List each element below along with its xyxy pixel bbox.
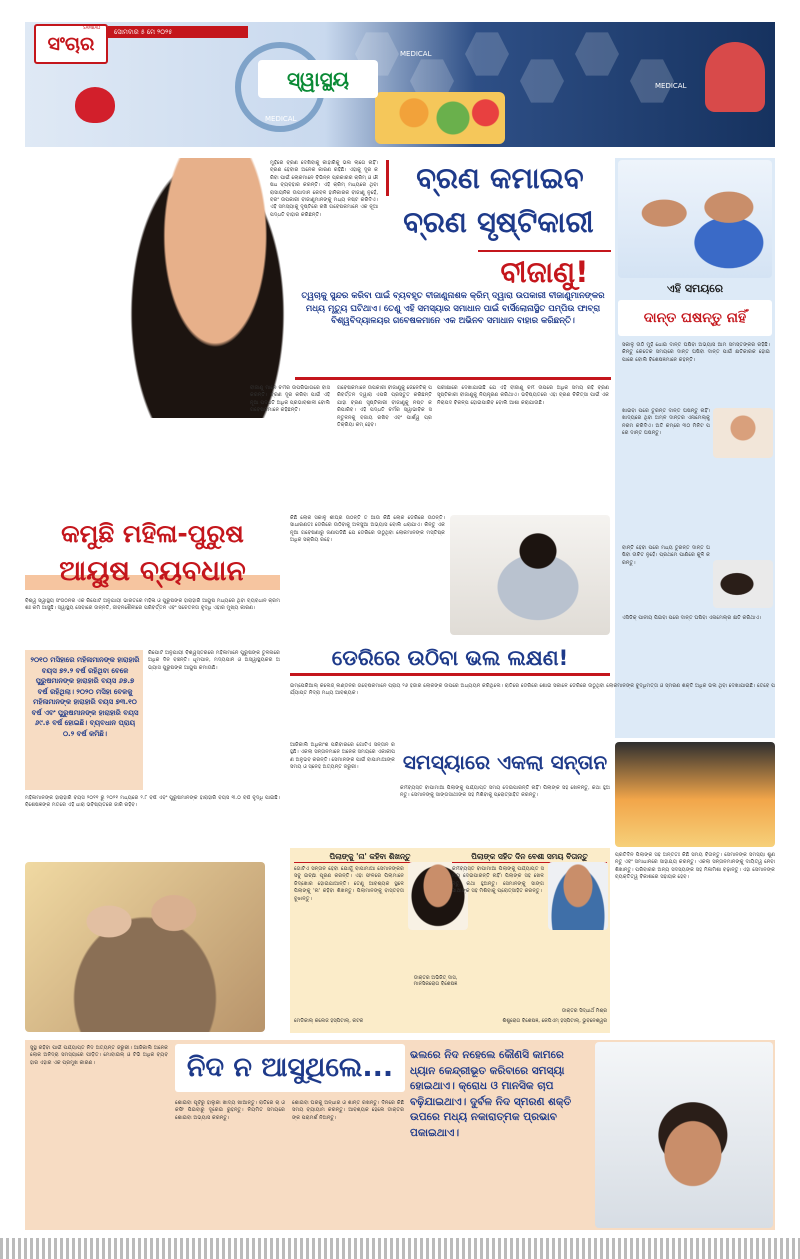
heart-icon [75,87,115,123]
left-tip-body: ଗୋଟିଏ ସନ୍ତାନ ହେବା ଯୋଗୁଁ ବାପାମାଆ ସେମାନଙ୍କର ସବୁ ଇଚ୍ଛା ପୂରଣ କରନ୍ତି। ଏହା ଫଳରେ ପିଲାମାନେ ଜିଦ୍‌ଖୋର ହୋଇଯାଆନ୍ତି। ତେଣୁ ଆବଶ୍ୟକ ସ୍ଥଳେ ପିଲାଙ୍କୁ 'ନା' କହିବା ଶିଖନ୍ତୁ। ପିଲାମାନଙ୍କୁ ବାସ୍ତବତା ବୁଝାନ୍ତୁ। [294,866,404,902]
left-credit: ଡାକ୍ତର ଅଭିଜିତ୍ ଦାସ, ମାନସିକରୋଗ ବିଶେଷଜ୍ଞ [413,975,458,987]
late-rise-body-bottom: ଇମ୍ପେରିଆଲ୍ କଲେଜ୍ ଲଣ୍ଡନର ଗବେଷକମାନେ ପ୍ରାୟ ୨୬ ହଜାର ଲୋକଙ୍କ ଉପରେ ଅଧ୍ୟୟନ କରିଥିଲେ। ରାତିରେ ଡେରିରେ ଶୋଇ ସକାଳେ ଡେରିରେ ଉଠୁଥିବା ଲୋକମାନଙ୍କ ବୁଦ୍ଧିମତ୍ତା ଓ ସ୍ମରଣ ଶକ୍ତି ଅଧିକ ଭଲ ଥିବା ଦେଖାଯାଇଛି। ତେବେ ପର୍ଯ୍ୟାପ୍ତ ନିଦ୍ରା ମଧ୍ୟ ଆବଶ୍ୟକ। [290,683,775,697]
acne-body-text-b: ଗବେଷକମାନେ ଉପକାରୀ ବୀଜାଣୁକୁ ଜେନେଟିକ୍ ପରିବର୍ତ୍ତନ ଦ୍ୱାରା ଏପରି ପ୍ରସ୍ତୁତ କରିଛନ୍ତି ଯାହା ବ୍ରଣ ସୃଷ୍ଟିକାରୀ ବୀଜାଣୁକୁ ନଷ୍ଟ କରିପାରିବ। ଏହି ପଦ୍ଧତି ଚର୍ମର ସ୍ୱାଭାବିକ ସନ୍ତୁଳନକୁ ବଜାୟ ରଖିବ ଏବଂ ପାର୍ଶ୍ୱ ପ୍ରତିକ୍ରିୟା କମ୍ ହେବ। [337,385,432,429]
medical-tag: MEDICAL [400,50,432,58]
acne-body-text-a: ମୁହଁରେ ବ୍ରଣ ଦେଖିବାକୁ କାହାରିକୁ ଭଲ ଲାଗେ ନାହିଁ। ବ୍ରଣ ହେବାର ଅନେକ କାରଣ ରହିଛି। ଏହାକୁ ଦୂର କରିବା ପାଇଁ ଲୋକମାନେ ବିଭିନ୍ନ ପ୍ରକାରର କ୍ରିମ୍ ଓ ଔଷଧ ବ୍ୟବହାର କରନ୍ତି। ଏହି କ୍ରିମ୍ ମଧ୍ୟରେ ଥିବା ରାସାୟନିକ ଉପାଦାନ କେବଳ ହାନିକାରକ ବୀଜାଣୁ ନୁହେଁ, ବରଂ ଉପକାରୀ ବୀଜାଣୁମାନଙ୍କୁ ମଧ୍ୟ ନଷ୍ଟ କରିଦିଏ। ଏହି ସମସ୍ୟାକୁ ଦୃଷ୍ଟିରେ ରଖି ଗବେଷକମାନେ ଏକ ନୂଆ ପଦ୍ଧତି ବାହାର କରିଛନ୍ତି। [270,160,378,218]
surprised-woman-photo [130,158,285,418]
teeth-point-1: ଖାଇବା ପରେ ତୁରନ୍ତ ଦାନ୍ତ ଘଷନ୍ତୁ ନାହିଁ। ଖାଦ୍ୟରେ ଥିବା ଅମ୍ଳ ଦାନ୍ତର ଏନାମେଲ୍‌କୁ ନରମ କରିଦିଏ। ଅତି କମ୍‌ରେ ୩୦ ମିନିଟ ପରେ ଦାନ୍ତ ଘଷନ୍ତୁ। [622,408,710,437]
children-brushing-photo [618,160,772,278]
sleep-deck: ଭଲରେ ନିଦ ନହେଲେ କୌଣସି କାମରେ ଧ୍ୟାନ କେନ୍ଦ୍ରୀଭୂତ କରିବାରେ ସମସ୍ୟା ହୋଇଥାଏ। କ୍ରୋଧ ଓ ମାନସିକ ଚାପ ବଢ଼ିଯାଇଥାଏ। ଦୁର୍ବଳ ନିଦ ସ୍ମରଣ ଶକ୍ତି ଉପରେ ମଧ୍ୟ ନକାରାତ୍ମକ ପ୍ରଭାବ ପକାଇଥାଏ। [410,1049,572,1139]
lifespan-headline-2: ଆୟୁଷ ବ୍ୟବଧାନ [25,552,280,590]
right-tip-body: କର୍ମବ୍ୟସ୍ତ ବାପାମାଆ ପିଲାଙ୍କୁ ପର୍ଯ୍ୟାପ୍ତ ସମୟ ଦେଇପାରନ୍ତି ନାହିଁ। ପିଲାଙ୍କ ସହ ଖେଳନ୍ତୁ, କଥା ହୁଅନ୍ତୁ। ସେମାନଙ୍କୁ ସାଙ୍ଗସାଥୀଙ୍କ ସହ ମିଶିବାକୁ ପ୍ରୋତ୍ସାହିତ କରନ୍ତୁ। [452,866,544,895]
single-child-headline: ସମସ୍ୟାରେ ଏକଲା ସନ୍ତାନ [402,750,608,774]
elderly-couple-photo [25,862,265,1032]
medical-tag: MEDICAL [265,115,297,123]
single-child-side-body: ପ୍ରତିଦିନ ପିଲାଙ୍କ ସହ ଅନ୍ତତଃ କିଛି ସମୟ ବିତାନ୍ତୁ। ସେମାନଙ୍କ ସମସ୍ୟା ଶୁଣନ୍ତୁ ଏବଂ ସମାଧାନରେ ସାହାଯ୍ୟ କରନ୍ତୁ। ଏକଲା ସନ୍ତାନମାନଙ୍କୁ ଦାୟିତ୍ୱ ନେବା ଶିଖାନ୍ତୁ। ପରିବାରର ଅନ୍ୟ ସଦସ୍ୟଙ୍କ ସହ ମିଳାମିଶା ବଢ଼ାନ୍ତୁ। ଏହା ସେମାନଙ୍କ ବ୍ୟକ୍ତିତ୍ୱ ବିକାଶରେ ସହାୟକ ହେବ। [615,852,775,881]
lifespan-body: ବିଶ୍ୱ ସ୍ୱାସ୍ଥ୍ୟ ସଂଗଠନର ଏକ ରିପୋର୍ଟ ଅନୁଯାୟୀ ଭାରତରେ ମହିଳା ଓ ପୁରୁଷଙ୍କ ହାରାହାରି ଆୟୁଷ ମଧ୍ୟରେ ଥିବା ବ୍ୟବଧାନ କ୍ରମଶଃ କମି ଆସୁଛି। ସ୍ୱାସ୍ଥ୍ୟ ସେବାରେ ଉନ୍ନତି, ଜୀବନଶୈଳୀରେ ପରିବର୍ତ୍ତନ ଏବଂ ସଚେତନତା ବୃଦ୍ଧି ଏହାର ମୁଖ୍ୟ କାରଣ। [25,598,280,612]
family-silhouette-photo [615,742,775,847]
right-tip-title: ପିଲାଙ୍କ ସହିତ ଦିନ ବେଶୀ ସମୟ ବିତାନ୍ତୁ [452,852,607,863]
sleep-body-left: ସୁସ୍ଥ ରହିବା ପାଇଁ ପର୍ଯ୍ୟାପ୍ତ ନିଦ ଅତ୍ୟନ୍ତ ଜରୁରୀ। ଆଜିକାଲି ଅନେକ ଲୋକ ଅନିଦ୍ରା ସମସ୍ୟାରେ ପୀଡ଼ିତ। ମୋବାଇଲ୍ ଓ ଟିଭି ଅଧିକ ବ୍ୟବହାର ଏହାର ଏକ ପ୍ରମୁଖ କାରଣ। [30,1045,168,1066]
edition-date: ସୋମବାର ୫ ମେ ୨୦୨୫ [108,26,248,38]
masthead-banner [25,22,775,147]
acne-headline-1: ବ୍ରଣ କମାଇବ [386,160,611,196]
sleeping-man-photo [595,1042,773,1228]
acne-headline-2: ବ୍ରଣ ସୃଷ୍ଟିକାରୀ [403,205,594,239]
brand-tag: SAMBAD [83,25,101,30]
medical-tag: MEDICAL [655,82,687,90]
sleep-body-mid-1: ଶୋଇବା ପୂର୍ବରୁ ହାଲୁକା ଖାଦ୍ୟ ଖାଆନ୍ତୁ। ରାତିରେ ଚା ଓ କଫି ପିଇବାରୁ ଦୂରେଇ ରୁହନ୍ତୁ। ନିୟମିତ ସମୟରେ ଶୋଇବା ଅଭ୍ୟାସ କରନ୍ତୁ। [175,1100,285,1121]
woman-mirror-photo [713,408,773,458]
acne-headline-3: ବୀଜାଣୁ! [478,250,611,292]
left-credit-2: ମେଡିକାଲ୍ କଲେଜ ହସ୍ପିଟାଲ୍, କଟକ [294,1018,364,1024]
lifespan-highlight: ୨୦୧୦ ମସିହାରେ ମହିଳାମାନଙ୍କ ହାରାହାରି ବୟସ ୭୨.୨ ବର୍ଷ ରହିଥିବା ବେଳେ ପୁରୁଷମାନଙ୍କ ହାରାହାରି ବୟସ ୬୭.୭ ବର୍ଷ ରହିଥିଲା। ୨୦୨୦ ମସିହା ବେଳକୁ ମହିଳାମାନଙ୍କ ହାରାହାରି ବୟସ ୭୩.୧୦ ବର୍ଷ ଏବଂ ପୁରୁଷମାନଙ୍କ ହାରାହାରି ବୟସ ୬୯.୫ ବର୍ଷ ହୋଇଛି। ବ୍ୟବଧାନ ପ୍ରାୟ ୦.୨ ବର୍ଷ କମିଛି। [30,656,140,738]
teeth-intro: ସକାଳୁ ଉଠି ମୁହଁ ଧୋଇ ଦାନ୍ତ ଘଷିବା ଅଭ୍ୟାସ ଆମ ସମସ୍ତଙ୍କର ରହିଛି। କିନ୍ତୁ କେତେକ ସମୟରେ ଦାନ୍ତ ଘଷିବା ଦାନ୍ତ ପାଇଁ କ୍ଷତିକାରକ ହୋଇପାରେ ବୋଲି ବିଶେଷଜ୍ଞମାନେ କହନ୍ତି। [622,342,770,363]
late-rise-body-top: କିଛି ଲୋକ ସକାଳୁ ଶୀଘ୍ର ଉଠନ୍ତି ତ ଆଉ କିଛି ଲୋକ ଡେରିରେ ଉଠନ୍ତି। ସାଧାରଣତଃ ଡେରିରେ ଉଠିବାକୁ ଅଳସୁଆ ଅଭ୍ୟାସ ବୋଲି ଧରାଯାଏ। କିନ୍ତୁ ଏକ ନୂଆ ଗବେଷଣାରୁ ଜଣାପଡିଛି ଯେ ଡେରିରେ ଉଠୁଥିବା ଲୋକମାନଙ୍କ ମସ୍ତିଷ୍କ ଅଧିକ ସକ୍ରିୟ ରହେ। [290,515,445,544]
single-child-body: ଆଜିକାଲି ଅଧିକାଂଶ ପରିବାରରେ ଗୋଟିଏ ସନ୍ତାନ ରହୁଛି। ଏକଲା ସନ୍ତାନମାନେ ଅନେକ ସମୟରେ ଏକାକୀପଣ ଅନୁଭବ କରନ୍ତି। ସେମାନଙ୍କ ପାଇଁ ବାପାମାଆଙ୍କ ସମୟ ଓ ସ୍ନେହ ଅତ୍ୟନ୍ତ ଜରୁରୀ। [290,742,395,771]
sleep-headline: ନିଦ ନ ଆସୁଥିଲେ... [175,1044,405,1092]
teeth-point-3: ଏସିଡିକ୍ ପାନୀୟ ପିଇବା ପରେ ଦାନ୍ତ ଘଷିବା ଏନାମେଲ୍‌ର କ୍ଷତି କରିଥାଏ। [622,615,762,621]
right-credit: ଡାକ୍ତର ସିଦ୍ଧାର୍ଥ ମିଶ୍ର [561,1008,607,1014]
woman-waking-photo [450,515,610,635]
acne-deck: ତ୍ୱଚାକୁ ସୁନ୍ଦର କରିବା ପାଇଁ ବ୍ୟବହୃତ ବୀଜାଣୁନାଶକ କ୍ରିମ୍ ଦ୍ୱାରା ଉପକାରୀ ବୀଜାଣୁମାନଙ୍କର ମଧ୍ୟ ମୃତ୍ୟୁ ଘଟିଥାଏ। ତେଣୁ ଏହି ସମସ୍ୟାର ସମାଧାନ ପାଇଁ ବାର୍ସିଲୋନାସ୍ଥିତ ପମ୍ପିଉ ଫାବ୍ରା ବିଶ୍ୱବିଦ୍ୟାଳୟର ଗବେଷକମାନେ ଏକ ଅଭିନବ ସମାଧାନ ବାହାର କରିଛନ୍ତି। [295,290,611,380]
teeth-headline-1: ଏହି ସମୟରେ [666,282,724,295]
woman-vomit-photo [713,560,773,608]
heart-hands-graphic [705,42,765,112]
acne-body-text-c: ବୀଜାଣୁ ମାନେ ଚର୍ମର ଉପରିଭାଗରେ ବାସ କରନ୍ତି। ବ୍ରଣ ଦୂର କରିବା ପାଇଁ ଏହି ନୂଆ ପଦ୍ଧତି ଅଧିକ ପ୍ରଭାବଶାଳୀ ବୋଲି ଗବେଷକମାନେ କହିଛନ୍ତି। [250,385,330,414]
teeth-headline-2: ଦାନ୍ତ ଘଷନ୍ତୁ ନାହିଁ [618,300,772,336]
teeth-point-2: ବାନ୍ତି ହେବା ପରେ ମଧ୍ୟ ତୁରନ୍ତ ଦାନ୍ତ ଘଷିବା ଉଚିତ ନୁହେଁ। ପ୍ରଥମେ ପାଣିରେ କୁଳି କରନ୍ତୁ। [622,545,710,566]
late-rise-headline: ଡେରିରେ ଉଠିବା ଭଲ ଲକ୍ଷଣ! [290,640,610,676]
right-credit-2: ଶିଶୁରୋଗ ବିଶେଷଜ୍ଞ, କେପିଏମ୍ ହସ୍ପିଟାଲ୍, ଭୁବନେଶ୍ୱର [502,1018,607,1024]
acne-body-text-d: ପରୀକ୍ଷାରେ ଦେଖାଯାଇଛି ଯେ ଏହି ବୀଜାଣୁ ଚର୍ମ ଉପରେ ଅଧିକ ସମୟ ରହି ବ୍ରଣ ସୃଷ୍ଟିକାରୀ ବୀଜାଣୁକୁ ନିୟନ୍ତ୍ରଣ କରିଥାଏ। ଭବିଷ୍ୟତରେ ଏହା ବ୍ରଣ ଚିକିତ୍ସା ପାଇଁ ଏକ ନିରାପଦ ବିକଳ୍ପ ହୋଇପାରିବ ବୋଲି ଆଶା କରାଯାଉଛି। [437,385,609,406]
doctor-male-photo [548,862,608,930]
brand-logo: ସଂଚାର [34,24,108,64]
sleep-body-mid-2: ଶୋଇବା ଘରକୁ ଅନ୍ଧାର ଓ ଶାନ୍ତ ରଖନ୍ତୁ। ଦିନରେ କିଛି ସମୟ ବ୍ୟାୟାମ କରନ୍ତୁ। ଆବଶ୍ୟକ ହେଲେ ଡାକ୍ତରଙ୍କ ପରାମର୍ଶ ନିଅନ୍ତୁ। [292,1100,404,1121]
fruits-graphic [375,92,505,144]
lifespan-body-2: ରିପୋର୍ଟ ଅନୁଯାୟୀ ବିଶ୍ୱସ୍ତରରେ ମହିଳାମାନେ ପୁରୁଷଙ୍କ ତୁଳନାରେ ଅଧିକ ଦିନ ବଞ୍ଚନ୍ତି। ଧୂମପାନ, ମଦ୍ୟପାନ ଓ ଅସ୍ୱାସ୍ଥ୍ୟକର ଅଭ୍ୟାସ ପୁରୁଷଙ୍କ ଆୟୁଷ କମାଉଛି। [148,650,280,671]
lifespan-body-3: ମହିଳାମାନଙ୍କ ହାରାହାରି ବୟସ ୨୦୧୧ ରୁ ୨୦୨୧ ମଧ୍ୟରେ ୨.୮ ବର୍ଷ ଏବଂ ପୁରୁଷମାନଙ୍କ ହାରାହାରି ବୟସ ୩.୦ ବର୍ଷ ବୃଦ୍ଧି ପାଇଛି। ବିଶେଷଜ୍ଞଙ୍କ ମତରେ ଏହି ଧାରା ଭବିଷ୍ୟତରେ ଜାରି ରହିବ। [25,795,280,809]
single-child-body-2: କର୍ମବ୍ୟସ୍ତ ବାପାମାଆ ପିଲାଙ୍କୁ ପର୍ଯ୍ୟାପ୍ତ ସମୟ ଦେଇପାରନ୍ତି ନାହିଁ। ପିଲାଙ୍କ ସହ ଖେଳନ୍ତୁ, କଥା ହୁଅନ୍ତୁ। ସେମାନଙ୍କୁ ସାଙ୍ଗସାଥୀଙ୍କ ସହ ମିଶିବାକୁ ପ୍ରୋତ୍ସାହିତ କରନ୍ତୁ। [400,785,610,799]
print-registration-marks [0,1238,800,1259]
left-tip-title: ପିଲାଙ୍କୁ 'ନା' କହିବା ଶିଖନ୍ତୁ [294,852,446,863]
lifespan-headline-1: କମୁଛି ମହିଳା-ପୁରୁଷ [61,519,244,548]
section-title: ସ୍ୱାସ୍ଥ୍ୟ [258,60,378,98]
